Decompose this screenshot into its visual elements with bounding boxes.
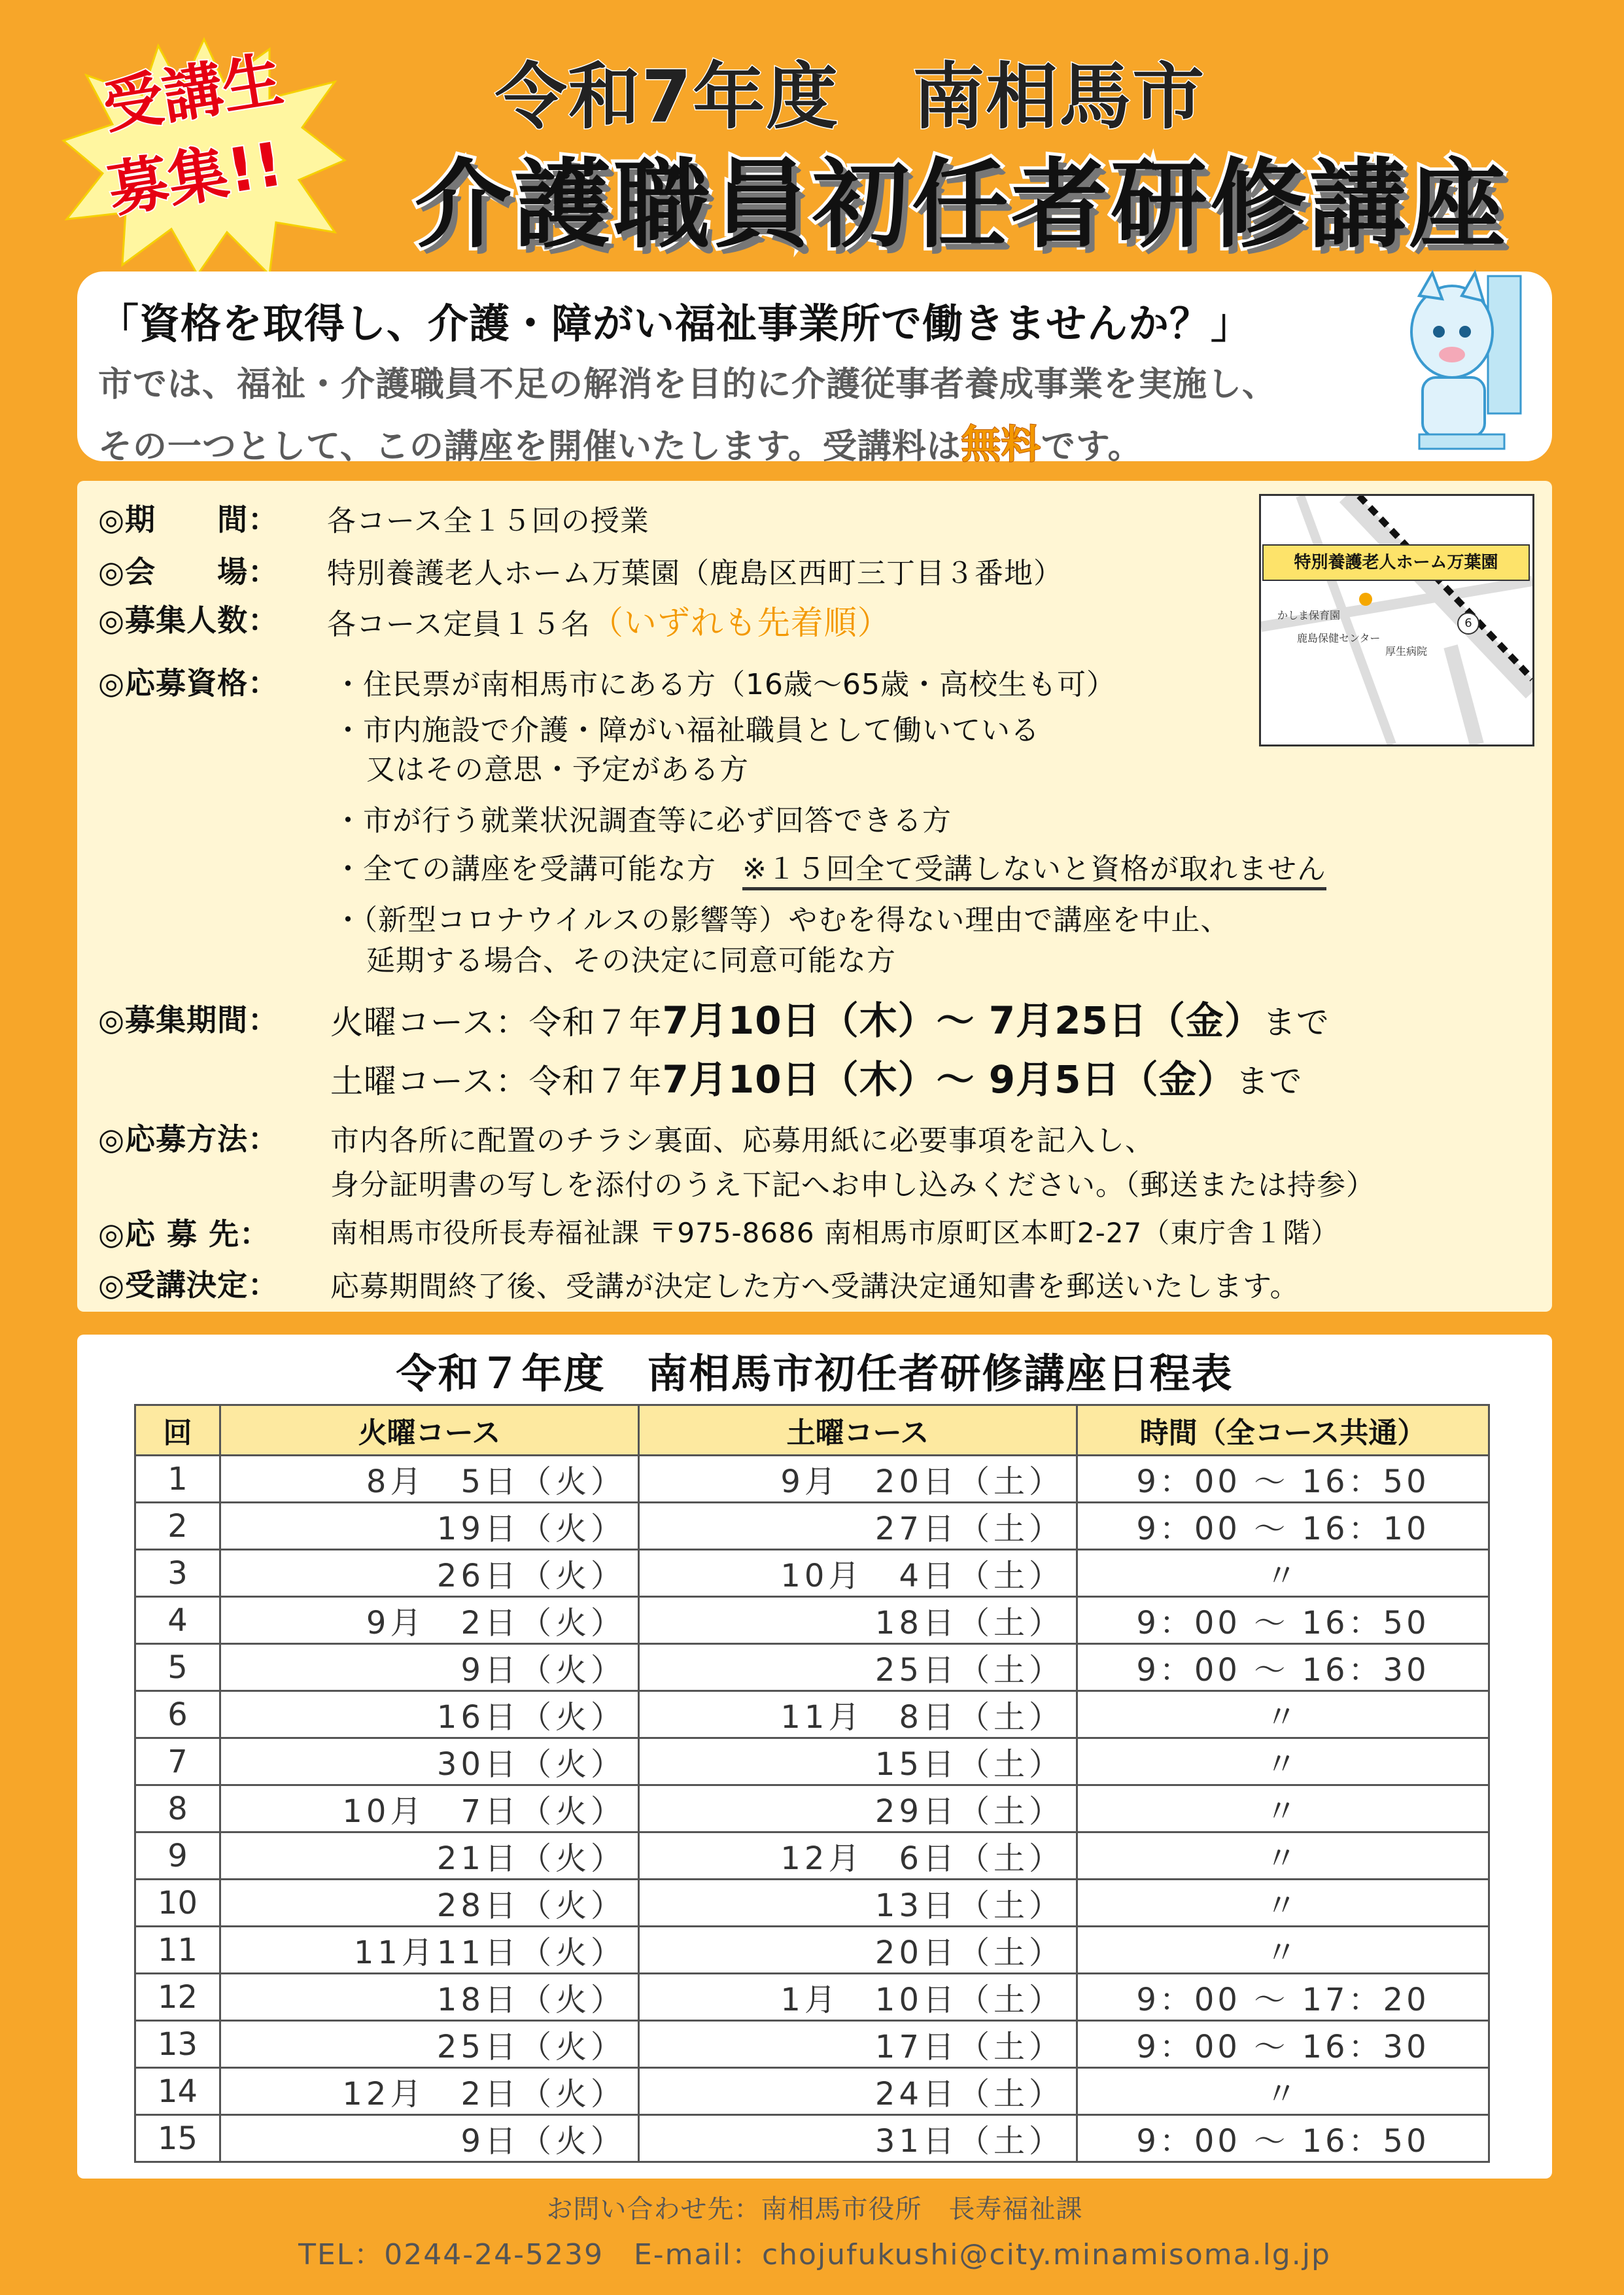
saturday-date: 17日（土） — [639, 2021, 1077, 2068]
schedule-title: 令和７年度 南相馬市初任者研修講座日程表 — [396, 1350, 1234, 1397]
session-number: 9 — [135, 1832, 220, 1880]
method-label: ◎応募方法： — [98, 1121, 279, 1157]
table-row — [135, 1927, 1489, 1974]
tuesday-date: 9日（火） — [220, 2115, 639, 2162]
session-time: 〃 — [1077, 1738, 1489, 1785]
venue-label: ◎会 場： — [98, 554, 279, 589]
session-number: 4 — [135, 1597, 220, 1644]
decision-value: 応募期間終了後、受講が決定した方へ受講決定通知書を郵送いたします。 — [330, 1270, 1300, 1303]
session-time: 9：00 ～ 16：50 — [1077, 1456, 1489, 1503]
page-title: 介護職員初任者研修講座 — [415, 149, 1508, 261]
tuesday-date: 16日（火） — [220, 1691, 639, 1738]
qualification-item-continued: 延期する場合、その決定に同意可能な方 — [366, 944, 896, 977]
map-title: 特別養護老人ホーム万葉園 — [1262, 544, 1530, 581]
session-number: 5 — [135, 1644, 220, 1691]
session-number: 14 — [135, 2068, 220, 2115]
intro-text-after: です。 — [1041, 427, 1143, 466]
table-row — [135, 1644, 1489, 1691]
session-time: 〃 — [1077, 2068, 1489, 2115]
table-row — [135, 1691, 1489, 1738]
tuesday-date: 12月 2日（火） — [220, 2068, 639, 2115]
title-year: 令和7年度 南相馬市 — [494, 55, 1206, 139]
contact-tel-email: TEL：0244-24-5239 E-mail：chojufukushi@city.minamisoma.lg.jp — [298, 2238, 1331, 2271]
tuesday-date: 28日（火） — [220, 1880, 639, 1927]
table-row — [135, 1550, 1489, 1597]
table-row — [135, 2068, 1489, 2115]
saturday-date: 24日（土） — [639, 2068, 1077, 2115]
destination-label: ◎応 募 先： — [98, 1216, 271, 1252]
recruit-period-label: ◎募集期間： — [98, 1002, 279, 1038]
tuesday-date: 26日（火） — [220, 1550, 639, 1597]
capacity-label: ◎募集人数： — [98, 603, 279, 638]
session-time: 9：00 ～ 16：50 — [1077, 1597, 1489, 1644]
mascot-illustration — [1406, 270, 1524, 459]
qualification-warning: ※１５回全て受講しないと資格が取れません — [742, 852, 1326, 890]
table-row — [135, 1597, 1489, 1644]
destination-value: 南相馬市役所長寿福祉課 〒975-8686 南相馬市原町区本町2-27（東庁舎１階） — [330, 1217, 1339, 1249]
burst-text-line1: 受講生 — [98, 44, 288, 142]
saturday-date: 31日（土） — [639, 2115, 1077, 2162]
table-row — [135, 1456, 1489, 1503]
method-line1: 市内各所に配置のチラシ裏面、応募用紙に必要事項を記入し、 — [330, 1124, 1154, 1157]
tuesday-date: 21日（火） — [220, 1832, 639, 1880]
session-number: 7 — [135, 1738, 220, 1785]
session-number: 2 — [135, 1503, 220, 1550]
saturday-date: 1月 10日（土） — [639, 1974, 1077, 2021]
intro-text-line2 — [98, 413, 1143, 470]
qualification-item: ・市内施設で介護・障がい福祉職員として働いている — [334, 714, 1040, 747]
table-row — [135, 2115, 1489, 2162]
column-header: 回 — [135, 1405, 220, 1456]
table-row — [135, 1785, 1489, 1832]
session-number: 6 — [135, 1691, 220, 1738]
table-row — [135, 2021, 1489, 2068]
saturday-dates: 7月10日（木）～ 9月5日（金） — [662, 1057, 1236, 1102]
session-number: 11 — [135, 1927, 220, 1974]
session-time: 〃 — [1077, 1927, 1489, 1974]
decision-label: ◎受講決定： — [98, 1267, 279, 1303]
contact-office: お問い合わせ先：南相馬市役所 長寿福祉課 — [546, 2194, 1083, 2224]
saturday-date: 20日（土） — [639, 1927, 1077, 1974]
qualification-label: ◎応募資格： — [98, 665, 279, 701]
saturday-date: 9月 20日（土） — [639, 1456, 1077, 1503]
session-time: 〃 — [1077, 1832, 1489, 1880]
map-place: 鹿島保健センター — [1297, 632, 1381, 644]
tuesday-date: 9日（火） — [220, 1644, 639, 1691]
table-row — [135, 1832, 1489, 1880]
route-sign-icon: 6 — [1457, 612, 1479, 635]
venue-value: 特別養護老人ホーム万葉園（鹿島区西町三丁目３番地） — [327, 557, 1063, 590]
table-row — [135, 1738, 1489, 1785]
tuesday-date: 11月11日（火） — [220, 1927, 639, 1974]
capacity-text: 各コース定員１５名 — [327, 608, 591, 641]
column-header: 土曜コース — [639, 1405, 1077, 1456]
method-line2: 身分証明書の写しを添付のうえ下記へお申し込みください。（郵送または持参） — [330, 1168, 1375, 1202]
qualification-item — [334, 845, 1326, 887]
table-row — [135, 1974, 1489, 2021]
saturday-prefix: 土曜コース：令和７年 — [330, 1062, 663, 1100]
session-number: 1 — [135, 1456, 220, 1503]
capacity-value — [327, 597, 891, 644]
schedule-table — [134, 1404, 1490, 2163]
tuesday-dates: 7月10日（木）～ 7月25日（金） — [662, 998, 1263, 1043]
session-time: 9：00 ～ 16：10 — [1077, 1503, 1489, 1550]
session-time: 9：00 ～ 16：30 — [1077, 2021, 1489, 2068]
session-number: 13 — [135, 2021, 220, 2068]
intro-question: 「資格を取得し、介護・障がい福祉事業所で働きませんか？」 — [98, 300, 1253, 347]
session-time: 〃 — [1077, 1785, 1489, 1832]
capacity-note: （いずれも先着順） — [590, 604, 891, 642]
tuesday-date: 9月 2日（火） — [220, 1597, 639, 1644]
session-number: 10 — [135, 1880, 220, 1927]
column-header: 時間（全コース共通） — [1077, 1405, 1489, 1456]
burst-text-line2: 募集!! — [103, 129, 288, 226]
saturday-date: 27日（土） — [639, 1503, 1077, 1550]
saturday-date: 18日（土） — [639, 1597, 1077, 1644]
tuesday-suffix: まで — [1262, 1004, 1330, 1042]
saturday-date: 25日（土） — [639, 1644, 1077, 1691]
map-place: かしま保育園 — [1277, 609, 1341, 622]
map-place: 厚生病院 — [1385, 645, 1428, 657]
location-map — [1259, 494, 1534, 746]
qualification-item-continued: 又はその意思・予定がある方 — [366, 753, 749, 786]
session-time: 9：00 ～ 17：20 — [1077, 1974, 1489, 2021]
saturday-date: 12月 6日（土） — [639, 1832, 1077, 1880]
period-label: ◎期 間： — [98, 502, 279, 537]
tuesday-prefix: 火曜コース：令和７年 — [330, 1004, 663, 1042]
saturday-date: 10月 4日（土） — [639, 1550, 1077, 1597]
intro-text-line1: 市では、福祉・介護職員不足の解消を目的に介護従事者養成事業を実施し、 — [98, 365, 1277, 404]
tuesday-date: 8月 5日（火） — [220, 1456, 639, 1503]
qualification-item: ・市が行う就業状況調査等に必ず回答できる方 — [334, 804, 952, 837]
free-label: 無料 — [961, 422, 1041, 468]
session-time: 9：00 ～ 16：50 — [1077, 2115, 1489, 2162]
session-number: 15 — [135, 2115, 220, 2162]
column-header: 火曜コース — [220, 1405, 639, 1456]
saturday-date: 29日（土） — [639, 1785, 1077, 1832]
qualification-text: ・全ての講座を受講可能な方 — [334, 852, 716, 886]
tuesday-date: 30日（火） — [220, 1738, 639, 1785]
tuesday-date: 19日（火） — [220, 1503, 639, 1550]
session-number: 3 — [135, 1550, 220, 1597]
tuesday-period — [330, 990, 1330, 1045]
qualification-item: ・（新型コロナウイルスの影響等）やむを得ない理由で講座を中止、 — [334, 903, 1230, 937]
session-time: 〃 — [1077, 1880, 1489, 1927]
session-time: 9：00 ～ 16：30 — [1077, 1644, 1489, 1691]
session-time: 〃 — [1077, 1550, 1489, 1597]
location-pin-icon — [1359, 593, 1372, 606]
table-header-row — [135, 1405, 1489, 1456]
table-row — [135, 1503, 1489, 1550]
saturday-suffix: まで — [1235, 1062, 1303, 1100]
saturday-period — [330, 1049, 1302, 1104]
saturday-date: 13日（土） — [639, 1880, 1077, 1927]
tuesday-date: 10月 7日（火） — [220, 1785, 639, 1832]
tuesday-date: 25日（火） — [220, 2021, 639, 2068]
intro-text-before: その一つとして、この講座を開催いたします。受講料は — [98, 427, 961, 466]
session-number: 8 — [135, 1785, 220, 1832]
saturday-date: 15日（土） — [639, 1738, 1077, 1785]
table-row — [135, 1880, 1489, 1927]
saturday-date: 11月 8日（土） — [639, 1691, 1077, 1738]
tuesday-date: 18日（火） — [220, 1974, 639, 2021]
session-number: 12 — [135, 1974, 220, 2021]
period-value: 各コース全１５回の授業 — [327, 504, 649, 538]
session-time: 〃 — [1077, 1691, 1489, 1738]
qualification-item: ・住民票が南相馬市にある方（16歳～65歳・高校生も可） — [334, 668, 1116, 701]
